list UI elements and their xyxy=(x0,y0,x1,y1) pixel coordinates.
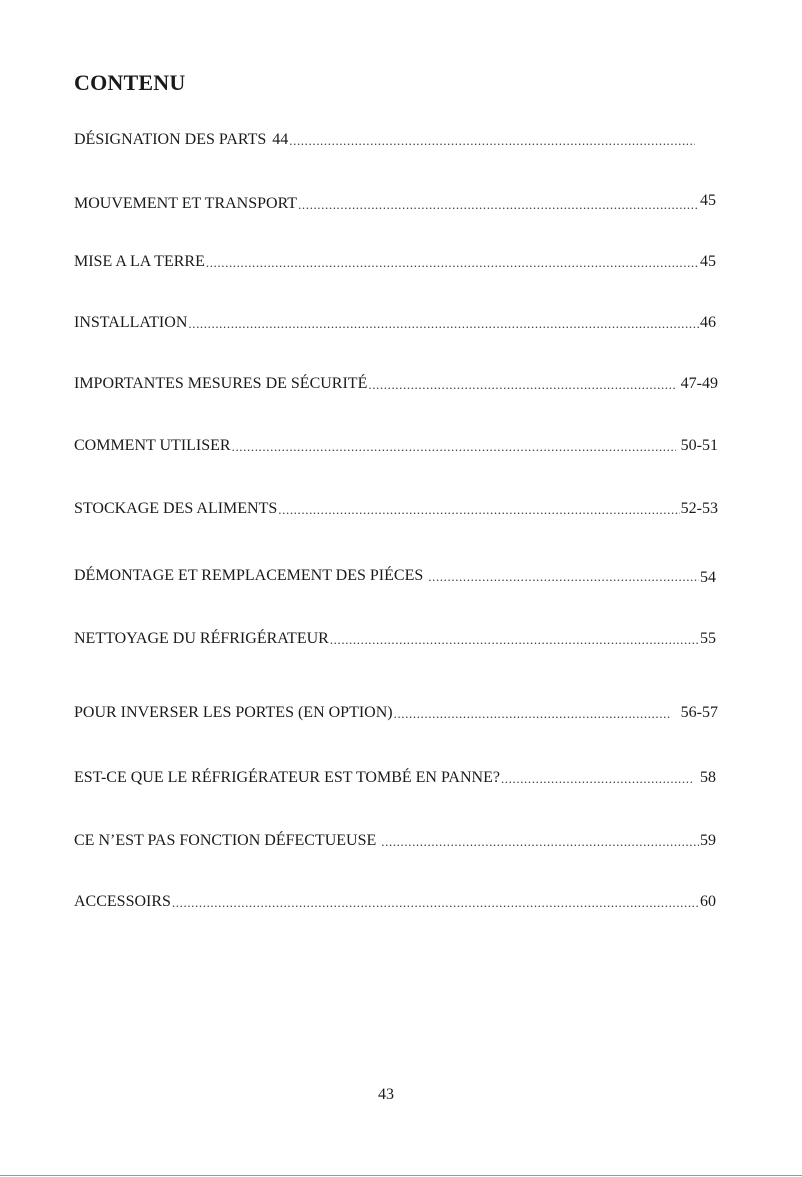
toc-leader-dots xyxy=(330,629,699,649)
toc-entry-page: 56-57 xyxy=(680,704,718,721)
toc-entry-label: EST-CE QUE LE RÉFRIGÉRATEUR EST TOMBÉ EN PANNE? xyxy=(74,769,500,786)
toc-entry-label: COMMENT UTILISER xyxy=(74,437,231,454)
toc-entry-defectueuse xyxy=(74,831,716,851)
toc-entry-label: INSTALLATION xyxy=(74,314,188,331)
toc-entry-page: 55 xyxy=(700,630,716,647)
toc-entry-mouvement xyxy=(74,194,716,214)
page-title: CONTENU xyxy=(74,70,186,95)
toc-leader-dots xyxy=(368,374,675,394)
toc-entry-installation xyxy=(74,313,716,333)
toc-entry-demontage xyxy=(74,566,716,586)
toc-leader-dots xyxy=(188,313,699,333)
toc-entry-page: 46 xyxy=(700,314,716,331)
toc-entry-stockage xyxy=(74,499,718,519)
toc-leader-dots xyxy=(172,892,699,912)
toc-entry-securite xyxy=(74,374,718,394)
toc-leader-dots xyxy=(289,130,695,150)
toc-entry-label: NETTOYAGE DU RÉFRIGÉRATEUR xyxy=(74,630,329,647)
toc-entry-label: IMPORTANTES MESURES DE SÉCURITÉ xyxy=(74,375,368,392)
toc-leader-dots xyxy=(428,566,699,586)
toc-leader-dots xyxy=(394,703,671,723)
toc-entry-label: STOCKAGE DES ALIMENTS xyxy=(74,500,278,517)
toc-entry-label: POUR INVERSER LES PORTES (EN OPTION) xyxy=(74,704,393,721)
toc-entry-page: 58 xyxy=(700,769,716,786)
toc-entry-label: DÉSIGNATION DES PARTS xyxy=(74,131,267,148)
toc-entry-designation xyxy=(74,130,696,150)
toc-leader-dots xyxy=(232,436,676,456)
toc-entry-panne xyxy=(74,768,716,788)
toc-leader-dots xyxy=(501,768,694,788)
toc-entry-page: 52-53 xyxy=(680,500,718,517)
toc-entry-label: ACCESSOIRS xyxy=(74,893,171,910)
toc-entry-label: CE N’EST PAS FONCTION DÉFECTUEUSE xyxy=(74,832,377,849)
toc-entry-page: 47-49 xyxy=(680,375,718,392)
toc-leader-dots xyxy=(278,499,679,519)
toc-leader-dots xyxy=(206,252,699,272)
toc-entry-page: 44 xyxy=(272,131,289,148)
toc-leader-dots xyxy=(298,194,699,214)
toc-entry-terre xyxy=(74,252,716,272)
page-number: 43 xyxy=(378,1086,394,1103)
toc-entry-label: DÉMONTAGE ET REMPLACEMENT DES PIÉCES xyxy=(74,567,424,584)
toc-entry-label: MISE A LA TERRE xyxy=(74,253,205,270)
toc-entry-utiliser xyxy=(74,436,718,456)
toc-entry-accessoirs xyxy=(74,892,716,912)
toc-entry-page: 54 xyxy=(700,569,716,586)
toc-entry-page: 45 xyxy=(700,192,716,209)
toc-leader-dots xyxy=(381,831,699,851)
toc-entry-nettoyage xyxy=(74,629,716,649)
toc-entry-inverser xyxy=(74,703,718,723)
toc-entry-label: MOUVEMENT ET TRANSPORT xyxy=(74,195,298,212)
page-bottom-rule xyxy=(0,1175,802,1176)
toc-entry-page: 60 xyxy=(700,893,716,910)
toc-entry-page: 50-51 xyxy=(680,437,718,454)
toc-entry-page: 59 xyxy=(700,832,716,849)
toc-entry-page: 45 xyxy=(700,253,716,270)
